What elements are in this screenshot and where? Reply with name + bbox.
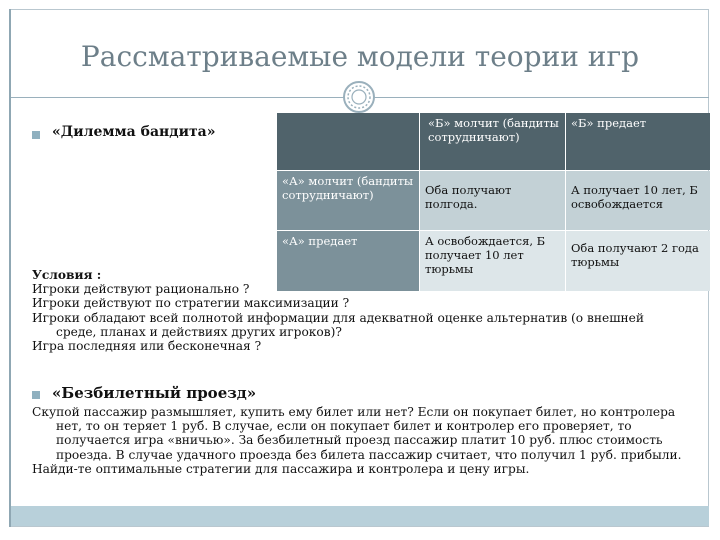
freeride-task: Найди-те оптимальные стратегии для пассажира и контролера и цену игры. bbox=[32, 461, 530, 476]
section-heading-freeride: «Безбилетный проезд» bbox=[52, 384, 257, 402]
table-cell: А освобождается, Б получает 10 лет тюрьмы bbox=[420, 231, 565, 291]
slide-left-accent bbox=[9, 9, 11, 527]
condition-item: Игроки обладают всей полнотой информации для адекватной оценке альтернатив (о внешней среде, планах и действиях других игроков)? bbox=[32, 310, 645, 339]
freeride-block bbox=[32, 405, 682, 476]
table-cell: А получает 10 лет, Б освобождается bbox=[566, 171, 710, 230]
condition-item: Игроки действуют рационально ? bbox=[32, 282, 250, 297]
slide-title: Рассматриваемые модели теории игр bbox=[80, 40, 640, 73]
table-col-header: «Б» предает bbox=[566, 113, 710, 170]
payoff-table bbox=[277, 113, 710, 291]
conditions-title: Условия : bbox=[32, 268, 102, 282]
condition-item: Игра последняя или бесконечная ? bbox=[32, 339, 262, 354]
table-row-header: «А» молчит (бандиты сотрудничают) bbox=[277, 171, 419, 230]
bullet-icon bbox=[32, 391, 40, 399]
section-heading-dilemma: «Дилемма бандита» bbox=[52, 124, 216, 140]
condition-item: Игроки действуют по стратегии максимизации ? bbox=[32, 296, 350, 311]
table-corner-cell bbox=[277, 113, 419, 170]
freeride-paragraph: Скупой пассажир размышляет, купить ему билет или нет? Если он покупает билет, но контролера нет, то он теряет 1 руб. В случае, если он покупает билет и контролер его проверяет, то получается игра «вничью». За безбилетный проезд пассажир платит 10 руб. плюс стоимость проезда. В случае удачного проезда без билета пассажир считает, что получил 1 руб. прибыли. bbox=[32, 405, 682, 462]
table-row-header: «А» предает bbox=[277, 231, 419, 291]
table-col-header: «Б» молчит (бандиты сотрудничают) bbox=[420, 113, 565, 170]
circle-ornament-icon bbox=[342, 80, 376, 114]
table-cell: Оба получают 2 года тюрьмы bbox=[566, 231, 710, 291]
conditions-block bbox=[32, 268, 672, 353]
table-cell: Оба получают полгода. bbox=[420, 171, 565, 230]
bullet-icon bbox=[32, 131, 40, 139]
slide-bottom-bar bbox=[11, 506, 709, 526]
